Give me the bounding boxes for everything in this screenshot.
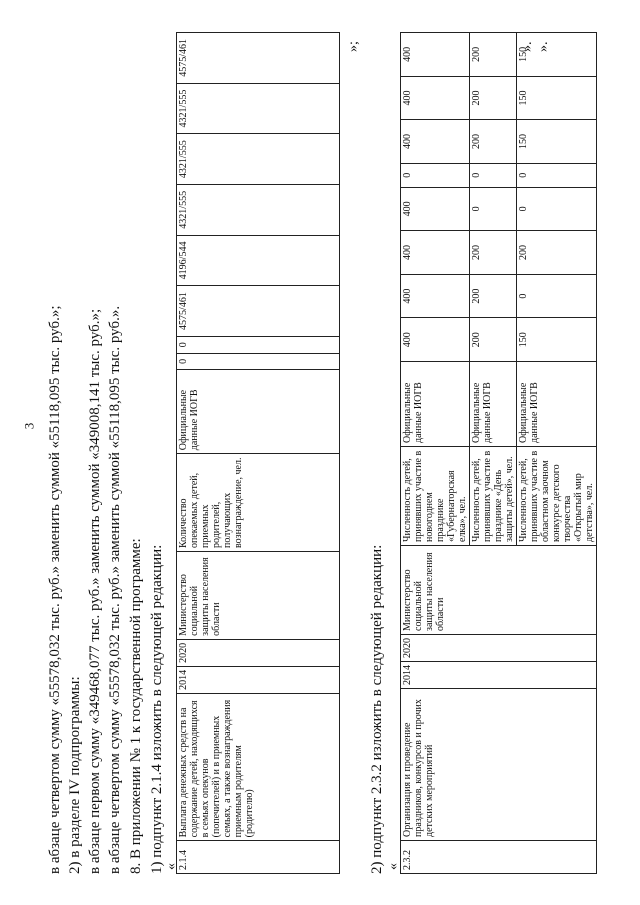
cell-value: 400: [401, 231, 470, 275]
cell-value: 4196/544: [177, 235, 340, 286]
cell-value: 4321/555: [177, 184, 340, 235]
text-line-1: в абзаце четвертом сумму «55578,032 тыс. руб.» заменить суммой «55118,095 тыс. руб.»;: [47, 305, 63, 874]
cell-start: 2014: [401, 662, 597, 689]
cell-value: 0: [177, 336, 340, 353]
cell-indicator: Численность детей, принявших участие в празднике «День защиты детей», чел.: [470, 447, 517, 546]
cell-value: 150: [517, 76, 597, 120]
cell-value: 4321/555: [177, 83, 340, 134]
cell-source: Официальные данные ИОГВ: [177, 370, 340, 454]
table-row: [401, 33, 470, 874]
quote-close-2: ».: [520, 41, 535, 52]
cell-value: 400: [401, 120, 470, 164]
cell-value: 0: [517, 274, 597, 318]
cell-value: 4575/461: [177, 33, 340, 84]
cell-indicator: Количество опекаемых детей, приемных родителей, получающих вознаграждение, чел.: [177, 454, 340, 552]
cell-indicator: Численность детей, принявших участие в новогоднем празднике «Губернаторская елка», чел.: [401, 447, 470, 546]
cell-value: 200: [470, 318, 517, 362]
cell-value: 0: [401, 163, 470, 187]
text-line-5: 8. В приложении № 1 к государственной программе:: [128, 538, 144, 874]
cell-value: 4575/461: [177, 286, 340, 337]
cell-value: 400: [401, 76, 470, 120]
cell-value: 200: [470, 274, 517, 318]
cell-value: 400: [401, 274, 470, 318]
text-line-6: 1) подпункт 2.1.4 изложить в следующей редакции:: [149, 544, 165, 874]
cell-value: 150: [517, 33, 597, 77]
quote-open-2: «: [386, 863, 401, 870]
cell-value: 150: [517, 120, 597, 164]
cell-value: 0: [517, 163, 597, 187]
cell-end: 2020: [177, 639, 340, 666]
quote-close-1: »;: [346, 41, 361, 52]
table-subitem-2-3-2: [400, 32, 597, 874]
cell-value: 200: [470, 231, 517, 275]
cell-source: Официальные данные ИОГВ: [517, 362, 597, 447]
cell-indicator: Численность детей, принявших участие в областном заочном конкурсе детского творчества «Открытый мир детства», чел.: [517, 447, 597, 546]
cell-executor: Министерство социальной защиты населения области: [177, 552, 340, 640]
cell-value: 200: [470, 33, 517, 77]
cell-start: 2014: [177, 666, 340, 693]
rotated-document: [0, 12, 640, 892]
cell-value: 200: [470, 120, 517, 164]
text-line-7: 2) подпункт 2.3.2 изложить в следующей редакции:: [369, 544, 385, 874]
cell-value: 400: [401, 33, 470, 77]
cell-source: Официальные данные ИОГВ: [470, 362, 517, 447]
cell-source: Официальные данные ИОГВ: [401, 362, 470, 447]
page-number: 3: [21, 422, 37, 430]
cell-value: 200: [470, 76, 517, 120]
cell-name: Организация и проведение праздников, конкурсов и прочих детских мероприятий: [401, 689, 597, 841]
quote-close-3: ».: [536, 41, 551, 52]
cell-value: 200: [517, 231, 597, 275]
cell-executor: Министерство социальной защиты населения области: [401, 546, 597, 635]
cell-value: 0: [470, 163, 517, 187]
cell-value: 4321/555: [177, 134, 340, 185]
cell-num: 2.3.2: [401, 841, 597, 874]
cell-value: 400: [401, 187, 470, 231]
table-row: [177, 33, 340, 874]
cell-value: 0: [470, 187, 517, 231]
text-line-4: в абзаце четвертом сумму «55578,032 тыс. руб.» заменить суммой «55118,095 тыс. руб.».: [107, 305, 123, 874]
quote-open-1: «: [164, 863, 179, 870]
cell-num: 2.1.4: [177, 841, 340, 874]
text-line-2: 2) в разделе IV подпрограммы:: [67, 676, 83, 874]
cell-name: Выплата денежных средств на содержание детей, находящихся в семьях опекунов (попечителей) и в приемных семьях, а также вознаграждения приемным родителям (родителю): [177, 693, 340, 841]
text-line-3: в абзаце первом сумму «349468,077 тыс. руб.» заменить суммой «349008,141 тыс. руб.»;: [87, 308, 103, 874]
cell-value: 400: [401, 318, 470, 362]
cell-end: 2020: [401, 635, 597, 662]
table-subitem-2-1-4: [176, 32, 340, 874]
cell-value: 0: [177, 353, 340, 370]
cell-value: 0: [517, 187, 597, 231]
cell-value: 150: [517, 318, 597, 362]
